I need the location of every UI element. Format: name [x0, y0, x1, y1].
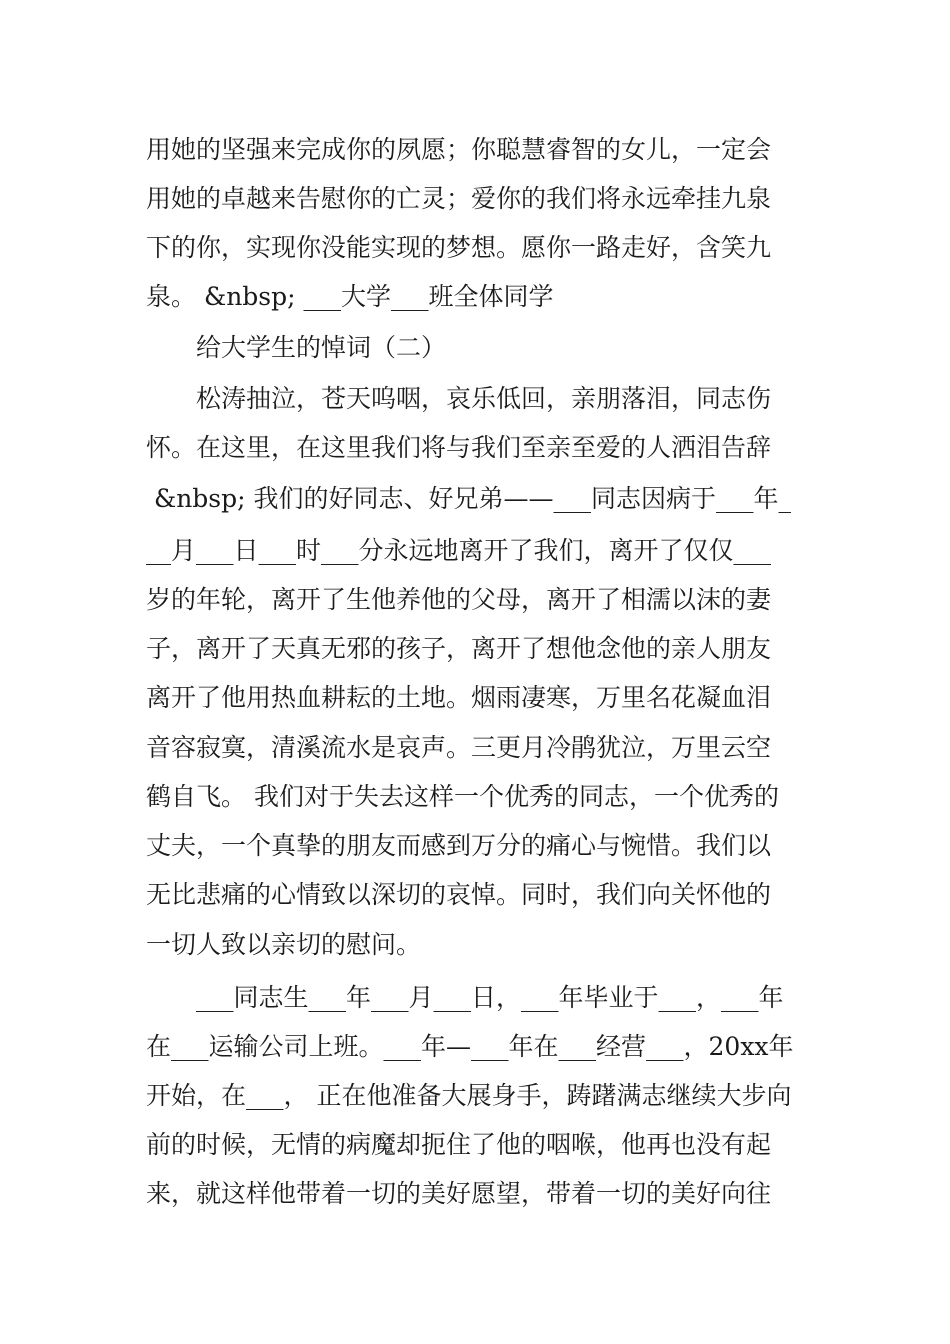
- text-line: 离开了他用热血耕耘的土地。烟雨凄寒，万里名花凝血泪: [146, 683, 772, 712]
- text-line: 用她的坚强来完成你的夙愿；你聪慧睿智的女儿，一定会: [146, 135, 772, 164]
- text-line: 怀。在这里，在这里我们将与我们至亲至爱的人洒泪告辞: [146, 433, 772, 462]
- text-line: 岁的年轮，离开了生他养他的父母，离开了相濡以沫的妻: [146, 585, 772, 614]
- text-line: 音容寂寞，清溪流水是哀声。三更月冷鹃犹泣，万里云空: [146, 733, 772, 762]
- text-line: 子，离开了天真无邪的孩子，离开了想他念他的亲人朋友: [146, 634, 772, 663]
- text-line: &nbsp; 我们的好同志、好兄弟——___同志因病于___年_: [146, 484, 792, 513]
- text-line: 松涛抽泣，苍天呜咽，哀乐低回，亲朋落泪，同志伤: [196, 384, 772, 413]
- text-line: 用她的卓越来告慰你的亡灵；爱你的我们将永远牵挂九泉: [146, 184, 772, 213]
- signature-line: 泉。 &nbsp; ___大学___班全体同学: [146, 282, 554, 311]
- text-line: 来，就这样他带着一切的美好愿望，带着一切的美好向往: [146, 1179, 772, 1208]
- text-line: 在___运输公司上班。___年—___年在___经营___，20xx年: [146, 1032, 794, 1061]
- section-title: 给大学生的悼词（二）: [196, 333, 447, 362]
- text-line: 鹤自飞。 我们对于失去这样一个优秀的同志，一个优秀的: [146, 782, 779, 811]
- text-line: 无比悲痛的心情致以深切的哀悼。同时，我们向关怀他的: [146, 880, 772, 909]
- text-line: __月___日___时___分永远地离开了我们，离开了仅仅___: [146, 536, 772, 565]
- text-line: 一切人致以亲切的慰问。: [146, 930, 422, 959]
- text-line: 丈夫，一个真挚的朋友而感到万分的痛心与惋惜。我们以: [146, 831, 772, 860]
- text-line: ___同志生___年___月___日，___年毕业于___，___年: [196, 983, 784, 1012]
- text-line: 下的你，实现你没能实现的梦想。愿你一路走好，含笑九: [146, 233, 772, 262]
- text-line: 开始，在___， 正在他准备大展身手，踌躇满志继续大步向: [146, 1081, 792, 1110]
- text-line: 前的时候，无情的病魔却扼住了他的咽喉，他再也没有起: [146, 1130, 772, 1159]
